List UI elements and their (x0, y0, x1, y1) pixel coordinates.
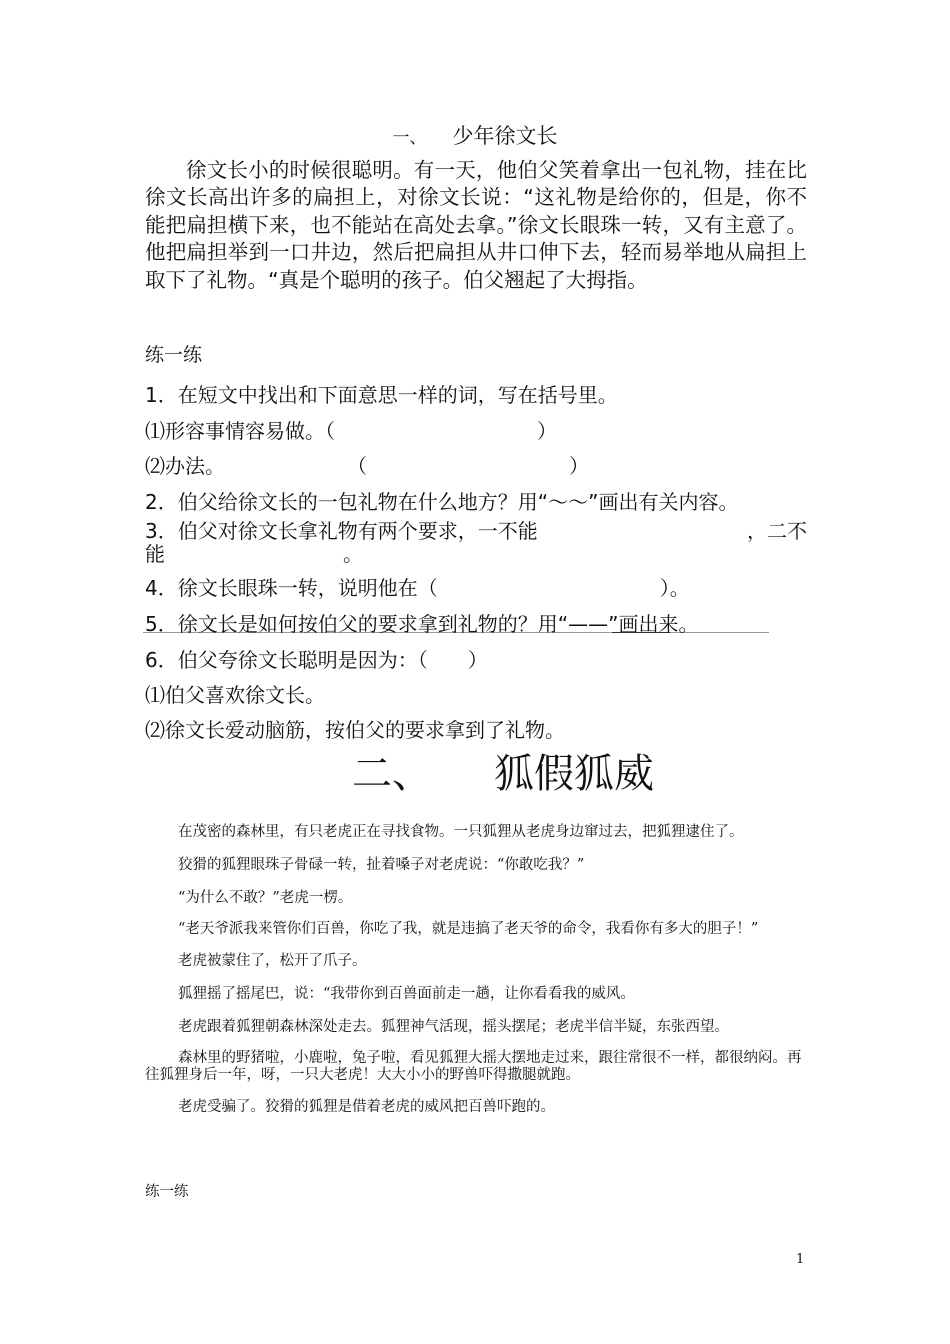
question-5-end: ”画出来。 (608, 612, 699, 636)
question-5 (145, 608, 698, 637)
story-paragraph: 老虎跟着狐狸朝森林深处走去。狐狸神气活现，摇头摆尾；老虎半信半疑，东张西望。 (178, 1019, 729, 1035)
story-paragraph: 在茂密的森林里，有只老虎正在寻找食物。一只狐狸从老虎身边窜过去，把狐狸逮住了。 (178, 824, 744, 840)
question-3-part1: 3．伯父对徐文长拿礼物有两个要求，一不能 (145, 519, 538, 543)
story-paragraph: 老虎受骗了。狡猾的狐狸是借着老虎的威风把百兽吓跑的。 (178, 1099, 555, 1115)
question-6-option-1: ⑴伯父喜欢徐文长。 (145, 683, 325, 707)
question-1-2-close: ） (569, 454, 589, 478)
section2-title (352, 742, 654, 799)
section2-story (145, 822, 807, 1130)
question-3-part2: ，二不 (747, 519, 807, 543)
question-4 (145, 572, 690, 601)
question-1-1-label: ⑴形容事情容易做。（ (145, 419, 335, 443)
exercise-label: 练一练 (145, 344, 203, 366)
question-3-part3: 能 (145, 542, 165, 566)
question-4-start: 4．徐文长眼珠一转，说明他在（ (145, 576, 438, 600)
section1-number: 一、 (392, 128, 427, 148)
page-number: 1 (796, 1252, 805, 1267)
question-5-start: 5．徐文长是如何按伯父的要求拿到礼物的？用“ (145, 612, 569, 636)
story-paragraph: 狡猾的狐狸眼珠子骨碌一转，扯着嗓子对老虎说：“你敢吃我？” (178, 857, 585, 873)
story-paragraph: 老虎被蒙住了，松开了爪子。 (178, 953, 367, 969)
question-1-1 (145, 415, 557, 444)
question-1: 1．在短文中找出和下面意思一样的词，写在括号里。 (145, 383, 618, 407)
question-1-2 (145, 450, 589, 479)
question-1-2-open: （ (347, 454, 367, 478)
section1-story (145, 157, 807, 294)
story-paragraph: “老天爷派我来管你们百兽，你吃了我，就是违搞了老天爷的命令，我看你有多大的胆子！” (178, 921, 759, 937)
section2-number: 二、 (352, 751, 432, 797)
section1-paragraph: 徐文长小的时候很聪明。有一天，他伯父笑着拿出一包礼物，挂在比徐文长高出许多的扁担上，对徐文长说：“这礼物是给你的，但是，你不能把扁担横下来，也不能站在高处去拿。”徐文长眼珠一转，又有主意了。他把扁担举到一口井边，然后把扁担从井口伸下去，轻而易举地从扁担上取下了礼物。“真是个聪明的孩子。伯父翘起了大拇指。 (145, 158, 807, 292)
question-6: 6．伯父夸徐文长聪明是因为：（ ） (145, 648, 488, 672)
section1-title-text: 少年徐文长 (452, 124, 558, 148)
section2-title-text: 狐假狐威 (494, 751, 654, 797)
question-1-1-close: ） (537, 419, 557, 443)
question-3-part4: 。 (343, 542, 363, 566)
question-6-option-2: ⑵徐文长爱动脑筋，按伯父的要求拿到了礼物。 (145, 718, 565, 742)
question-2: 2．伯父给徐文长的一包礼物在什么地方？用“～～”画出有关内容。 (145, 490, 739, 514)
exercise-label-2: 练一练 (145, 1184, 189, 1200)
question-5-mark: —— (568, 612, 609, 636)
question-1-2-label: ⑵办法。 (145, 454, 225, 478)
section1-title (0, 120, 950, 150)
question-4-end: ）。 (659, 576, 690, 600)
story-paragraph: “为什么不敢？”老虎一楞。 (178, 890, 353, 906)
story-paragraph: 森林里的野猪啦，小鹿啦，兔子啦，看见狐狸大摇大摆地走过来，跟往常很不一样，都很纳闷。再往狐狸身后一年，呀，一只大老虎！大大小小的野兽吓得撒腿就跑。 (145, 1050, 802, 1083)
story-paragraph: 狐狸摇了摇尾巴，说：“我带你到百兽面前走一趟，让你看看我的威风。 (178, 986, 635, 1002)
question-3 (145, 520, 807, 566)
